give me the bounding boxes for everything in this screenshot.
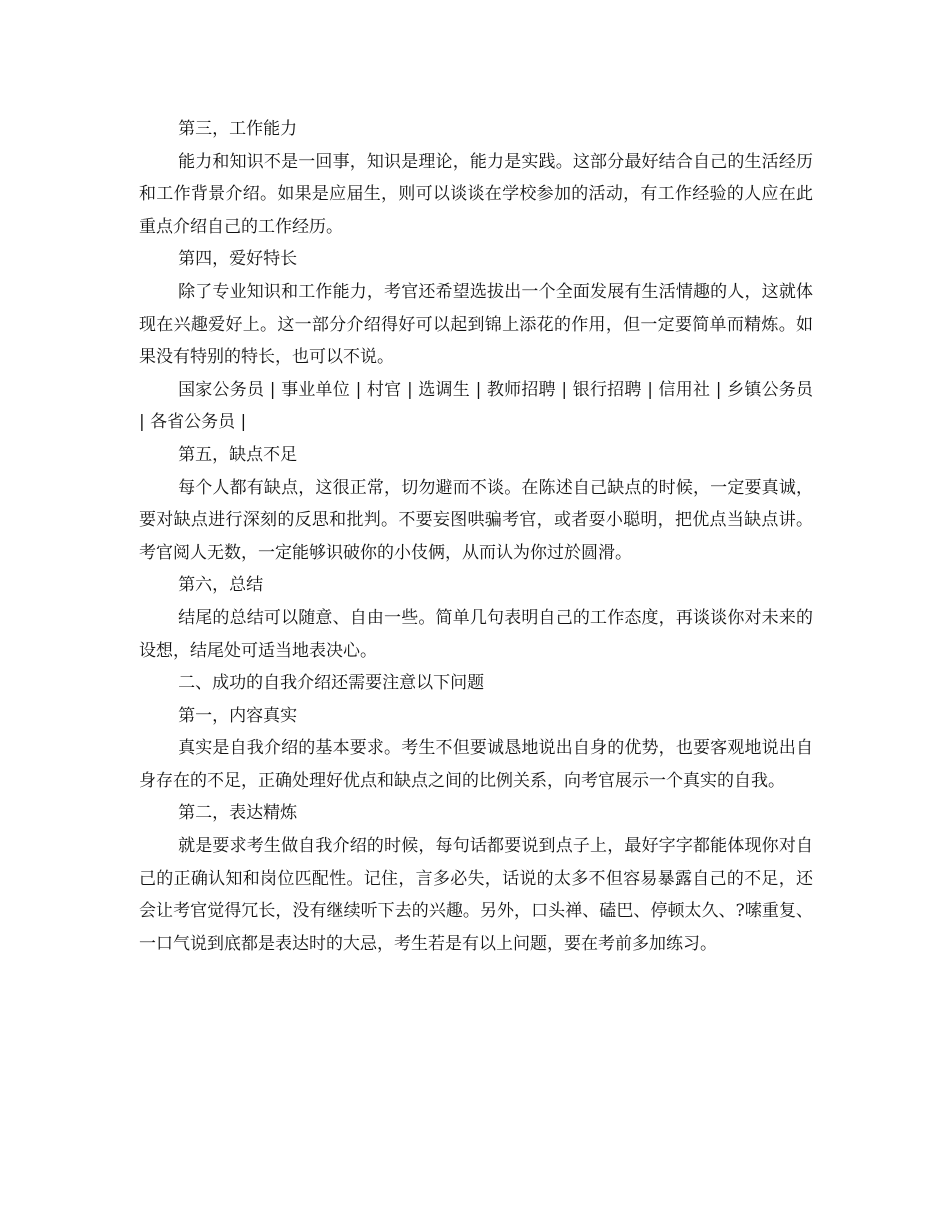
section-heading-fifth: 第五，缺点不足	[178, 444, 298, 465]
body-paragraph: 结尾的总结可以随意、自由一些。简单几句表明自己的工作态度，再谈谈你对未来的设想，结尾处可适当地表决心。	[139, 607, 813, 661]
body-paragraph: 每个人都有缺点，这很正常，切勿避而不谈。在陈述自己缺点的时候，一定要真诚，要对缺点进行深刻的反思和批判。不要妄图哄骗考官，或者耍小聪明，把优点当缺点讲。考官阅人无数，一定能够识破你的小伎俩，从而认为你过於圆滑。	[139, 477, 813, 563]
part-heading-two: 二、成功的自我介绍还需要注意以下问题	[178, 673, 485, 694]
section-heading-first: 第一，内容真实	[178, 705, 298, 726]
document-page	[139, 113, 813, 960]
body-paragraph: 除了专业知识和工作能力，考官还希望选拔出一个全面发展有生活情趣的人，这就体现在兴趣爱好上。这一部分介绍得好可以起到锦上添花的作用，但一定要简单而精炼。如果没有特别的特长，也可以不说。	[139, 281, 813, 368]
section-heading-fourth: 第四，爱好特长	[178, 249, 298, 270]
section-heading-third: 第三，工作能力	[178, 119, 298, 139]
category-links-line: 国家公务员 | 事业单位 | 村官 | 选调生 | 教师招聘 | 银行招聘 | 信用社 | 乡镇公务员 | 各省公务员 |	[139, 379, 813, 433]
body-paragraph: 就是要求考生做自我介绍的时候，每句话都要说到点子上，最好字字都能体现你对自己的正确认知和岗位匹配性。记住，言多必失，话说的太多不但容易暴露自己的不足，还会让考官觉得冗长，没有继续听下去的兴趣。另外，口头禅、磕巴、停顿太久、?嗦重复、一口气说到底都是表达时的大忌，考生若是有以上问题，要在考前多加练习。	[139, 836, 813, 954]
section-heading-sixth: 第六，总结	[178, 575, 264, 596]
body-paragraph: 能力和知识不是一回事，知识是理论，能力是实践。这部分最好结合自己的生活经历和工作背景介绍。如果是应届生，则可以谈谈在学校参加的活动，有工作经验的人应在此重点介绍自己的工作经历。	[139, 151, 813, 237]
section-heading-second: 第二，表达精炼	[178, 803, 298, 824]
body-paragraph: 真实是自我介绍的基本要求。考生不但要诚恳地说出自身的优势，也要客观地说出自身存在的不足，正确处理好优点和缺点之间的比例关系，向考官展示一个真实的自我。	[139, 738, 813, 791]
